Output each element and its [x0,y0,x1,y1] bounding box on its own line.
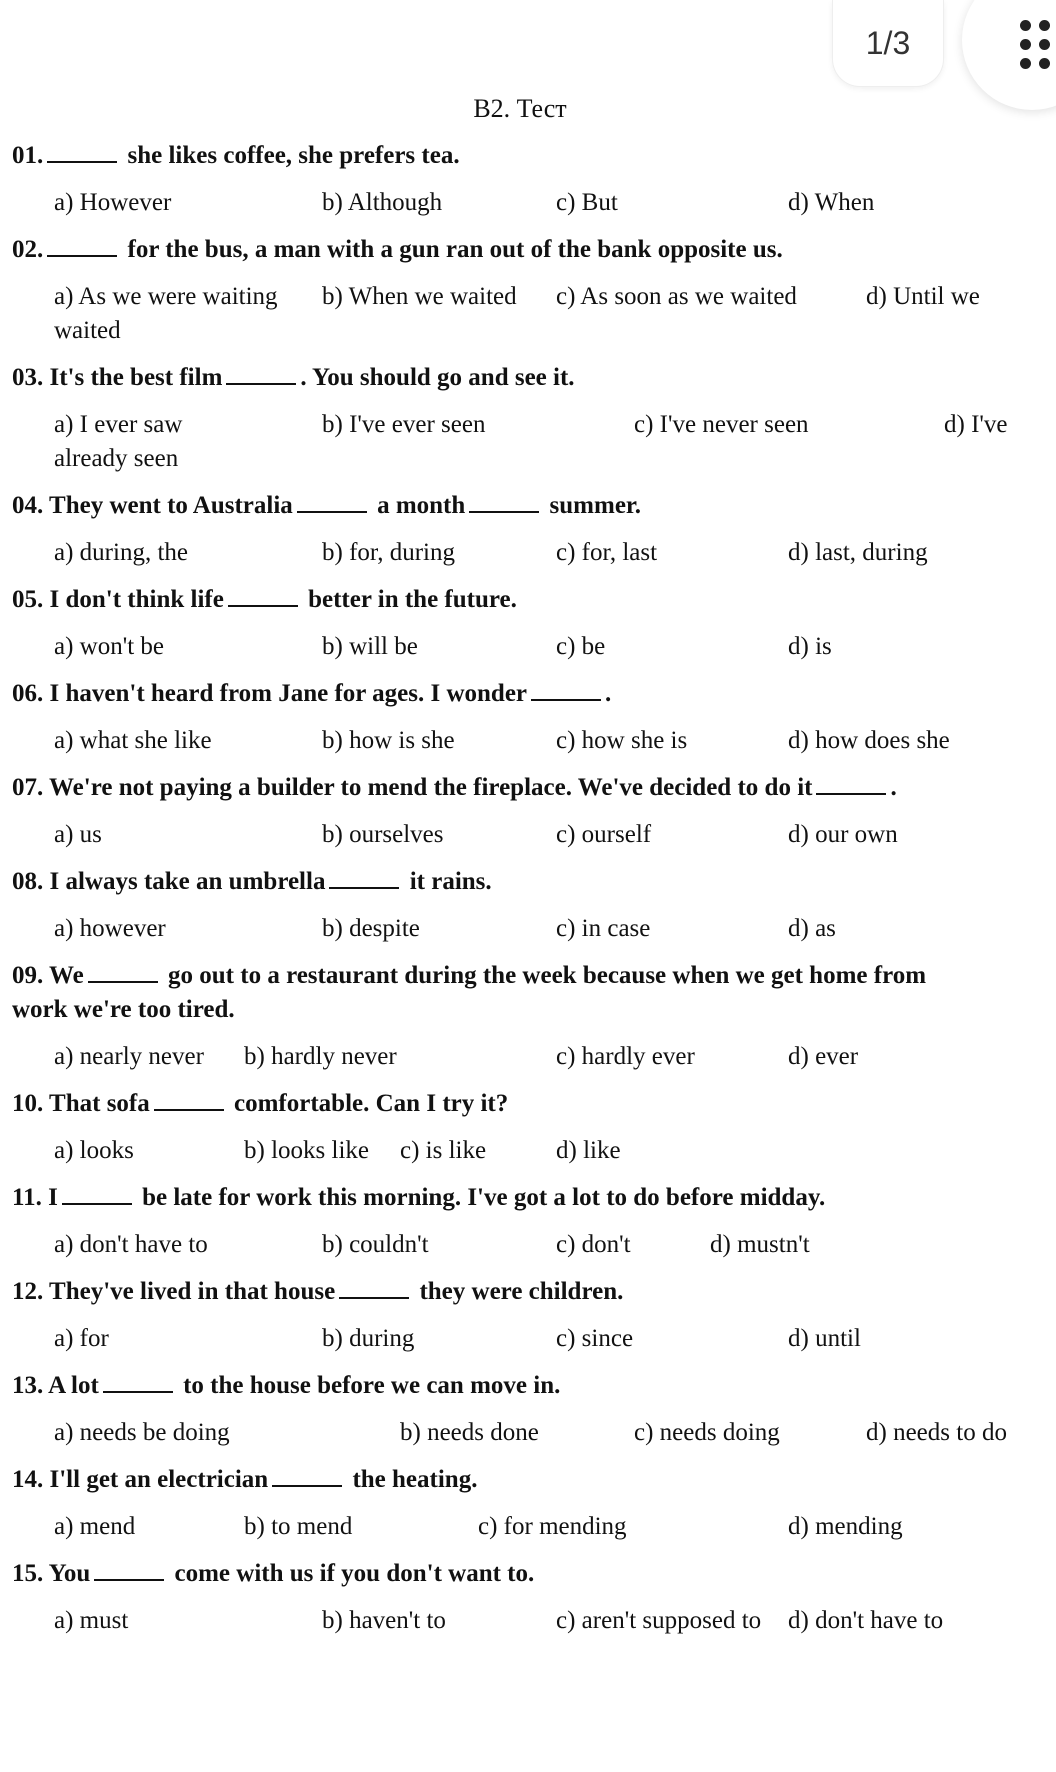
q12-option-c[interactable]: c) since [556,1325,634,1352]
q04-option-c[interactable]: c) for, last [556,539,658,566]
q01-option-c[interactable]: c) But [556,189,618,216]
q15-option-b[interactable]: b) haven't to [322,1607,446,1634]
q10-option-d[interactable]: d) like [556,1137,621,1164]
q06-option-c[interactable]: c) how she is [556,727,688,754]
question-text: 15. You [12,1560,91,1587]
answer-blank [469,489,539,513]
question-text: 06. I haven't heard from Jane for ages. I wonder [12,680,528,707]
q11-option-a[interactable]: a) don't have to [54,1231,208,1258]
question-text: 10. That sofa [12,1090,150,1117]
question-14 [12,1463,1042,1497]
question-text: 05. I don't think life [12,586,224,613]
answer-blank [531,677,601,701]
question-06 [12,677,1042,711]
page-indicator-text: 1/3 [865,24,911,61]
question-text: 08. I always take an umbrella [12,868,326,895]
page-indicator [832,0,944,87]
question-text-end: go out to a restaurant during the week because when we get home from [168,962,927,989]
answer-blank [329,865,399,889]
answer-blank [339,1275,409,1299]
question-text-end: be late for work this morning. I've got a lot to do before midday. [142,1184,826,1211]
question-03 [12,361,1042,395]
question-13 [12,1369,1042,1403]
question-09 [12,959,1042,993]
question-12 [12,1275,1042,1309]
q09-option-b[interactable]: b) hardly never [244,1043,397,1070]
question-text: for the bus, a man with a gun ran out of the bank opposite us. [127,236,783,263]
answer-blank [816,771,886,795]
q08-option-a[interactable]: a) however [54,915,166,942]
answer-blank [47,139,117,163]
question-text-end: . [890,774,897,801]
q13-option-d[interactable]: d) needs to do [866,1419,1007,1446]
q12-option-b[interactable]: b) during [322,1325,415,1352]
q08-option-c[interactable]: c) in case [556,915,651,942]
q14-option-c[interactable]: c) for mending [478,1513,627,1540]
q05-option-b[interactable]: b) will be [322,633,418,660]
q05-option-a[interactable]: a) won't be [54,633,165,660]
question-text: 03. It's the best film [12,364,223,391]
question-text: 11. I [12,1184,58,1211]
q03-option-b[interactable]: b) I've ever seen [322,411,486,438]
question-09-continued: work we're too tired. [12,996,235,1023]
q03-option-d-continued: already seen [54,445,179,472]
question-07 [12,771,1042,805]
question-text-end: to the house before we can move in. [183,1372,561,1399]
q03-option-d[interactable]: d) I've [944,411,1008,438]
q15-option-d[interactable]: d) don't have to [788,1607,944,1634]
question-text: 04. They went to Australia [12,492,293,519]
answer-blank [62,1181,132,1205]
q15-option-c[interactable]: c) aren't supposed to [556,1607,762,1634]
question-11 [12,1181,1042,1215]
q09-option-c[interactable]: c) hardly ever [556,1043,695,1070]
q03-option-c[interactable]: c) I've never seen [634,411,809,438]
q05-option-c[interactable]: c) be [556,633,606,660]
q02-option-a[interactable]: a) As we were waiting [54,283,278,310]
q02-option-d[interactable]: d) Until we [866,283,980,310]
answer-blank [154,1087,224,1111]
question-10 [12,1087,1042,1121]
question-text: she likes coffee, she prefers tea. [127,142,460,169]
question-15 [12,1557,1042,1591]
question-text-end: come with us if you don't want to. [174,1560,535,1587]
q07-option-d[interactable]: d) our own [788,821,898,848]
question-text: 13. A lot [12,1372,99,1399]
q02-option-d-continued: waited [54,317,121,344]
q09-option-a[interactable]: a) nearly never [54,1043,204,1070]
q11-option-c[interactable]: c) don't [556,1231,631,1258]
q10-option-b[interactable]: b) looks like [244,1137,369,1164]
q13-option-c[interactable]: c) needs doing [634,1419,780,1446]
q02-option-c[interactable]: c) As soon as we waited [556,283,797,310]
answer-blank [228,583,298,607]
q04-option-a[interactable]: a) during, the [54,539,188,566]
question-text: 07. We're not paying a builder to mend the fireplace. We've decided to do it [12,774,813,801]
q13-option-b[interactable]: b) needs done [400,1419,539,1446]
q10-option-c[interactable]: c) is like [400,1137,487,1164]
question-text: 14. I'll get an electrician [12,1466,269,1493]
question-text-end: they were children. [419,1278,624,1305]
q12-option-d[interactable]: d) until [788,1325,861,1352]
question-number: 02. [12,236,44,263]
q05-option-d[interactable]: d) is [788,633,832,660]
q01-option-b[interactable]: b) Although [322,189,443,216]
question-text-mid: a month [377,492,466,519]
q11-option-d[interactable]: d) mustn't [710,1231,810,1258]
q04-option-d[interactable]: d) last, during [788,539,928,566]
q08-option-b[interactable]: b) despite [322,915,420,942]
question-text-end: summer. [549,492,641,519]
q07-option-c[interactable]: c) ourself [556,821,652,848]
q07-option-a[interactable]: a) us [54,821,102,848]
q03-option-a[interactable]: a) I ever saw [54,411,183,438]
question-04 [12,489,1042,523]
q13-option-a[interactable]: a) needs be doing [54,1419,230,1446]
q06-option-b[interactable]: b) how is she [322,727,455,754]
question-text-end: it rains. [409,868,492,895]
answer-blank [88,959,158,983]
answer-blank [226,361,296,385]
question-05 [12,583,1042,617]
q15-option-a[interactable]: a) must [54,1607,129,1634]
question-01 [12,139,1042,173]
q10-option-a[interactable]: a) looks [54,1137,134,1164]
grid-dots-icon [1020,20,1052,70]
q08-option-d[interactable]: d) as [788,915,836,942]
answer-blank [94,1557,164,1581]
answer-blank [47,233,117,257]
q12-option-a[interactable]: a) for [54,1325,109,1352]
question-text-end: . [605,680,612,707]
q14-option-a[interactable]: a) mend [54,1513,136,1540]
q11-option-b[interactable]: b) couldn't [322,1231,429,1258]
question-text-end: better in the future. [308,586,517,613]
q02-option-b[interactable]: b) When we waited [322,283,517,310]
answer-blank [272,1463,342,1487]
q09-option-d[interactable]: d) ever [788,1043,859,1070]
question-02 [12,233,1042,267]
question-text-end: . You should go and see it. [300,364,575,391]
q06-option-a[interactable]: a) what she like [54,727,212,754]
q04-option-b[interactable]: b) for, during [322,539,455,566]
question-number: 01. [12,142,44,169]
answer-blank [103,1369,173,1393]
answer-blank [297,489,367,513]
question-text-end: comfortable. Can I try it? [234,1090,509,1117]
q14-option-b[interactable]: b) to mend [244,1513,353,1540]
question-text: 12. They've lived in that house [12,1278,336,1305]
question-text-end: the heating. [352,1466,478,1493]
q06-option-d[interactable]: d) how does she [788,727,950,754]
q01-option-d[interactable]: d) When [788,189,875,216]
q01-option-a[interactable]: a) However [54,189,172,216]
question-text: 09. We [12,962,84,989]
document-title: B2. Тест [473,94,567,123]
question-08 [12,865,1042,899]
q07-option-b[interactable]: b) ourselves [322,821,444,848]
q14-option-d[interactable]: d) mending [788,1513,903,1540]
